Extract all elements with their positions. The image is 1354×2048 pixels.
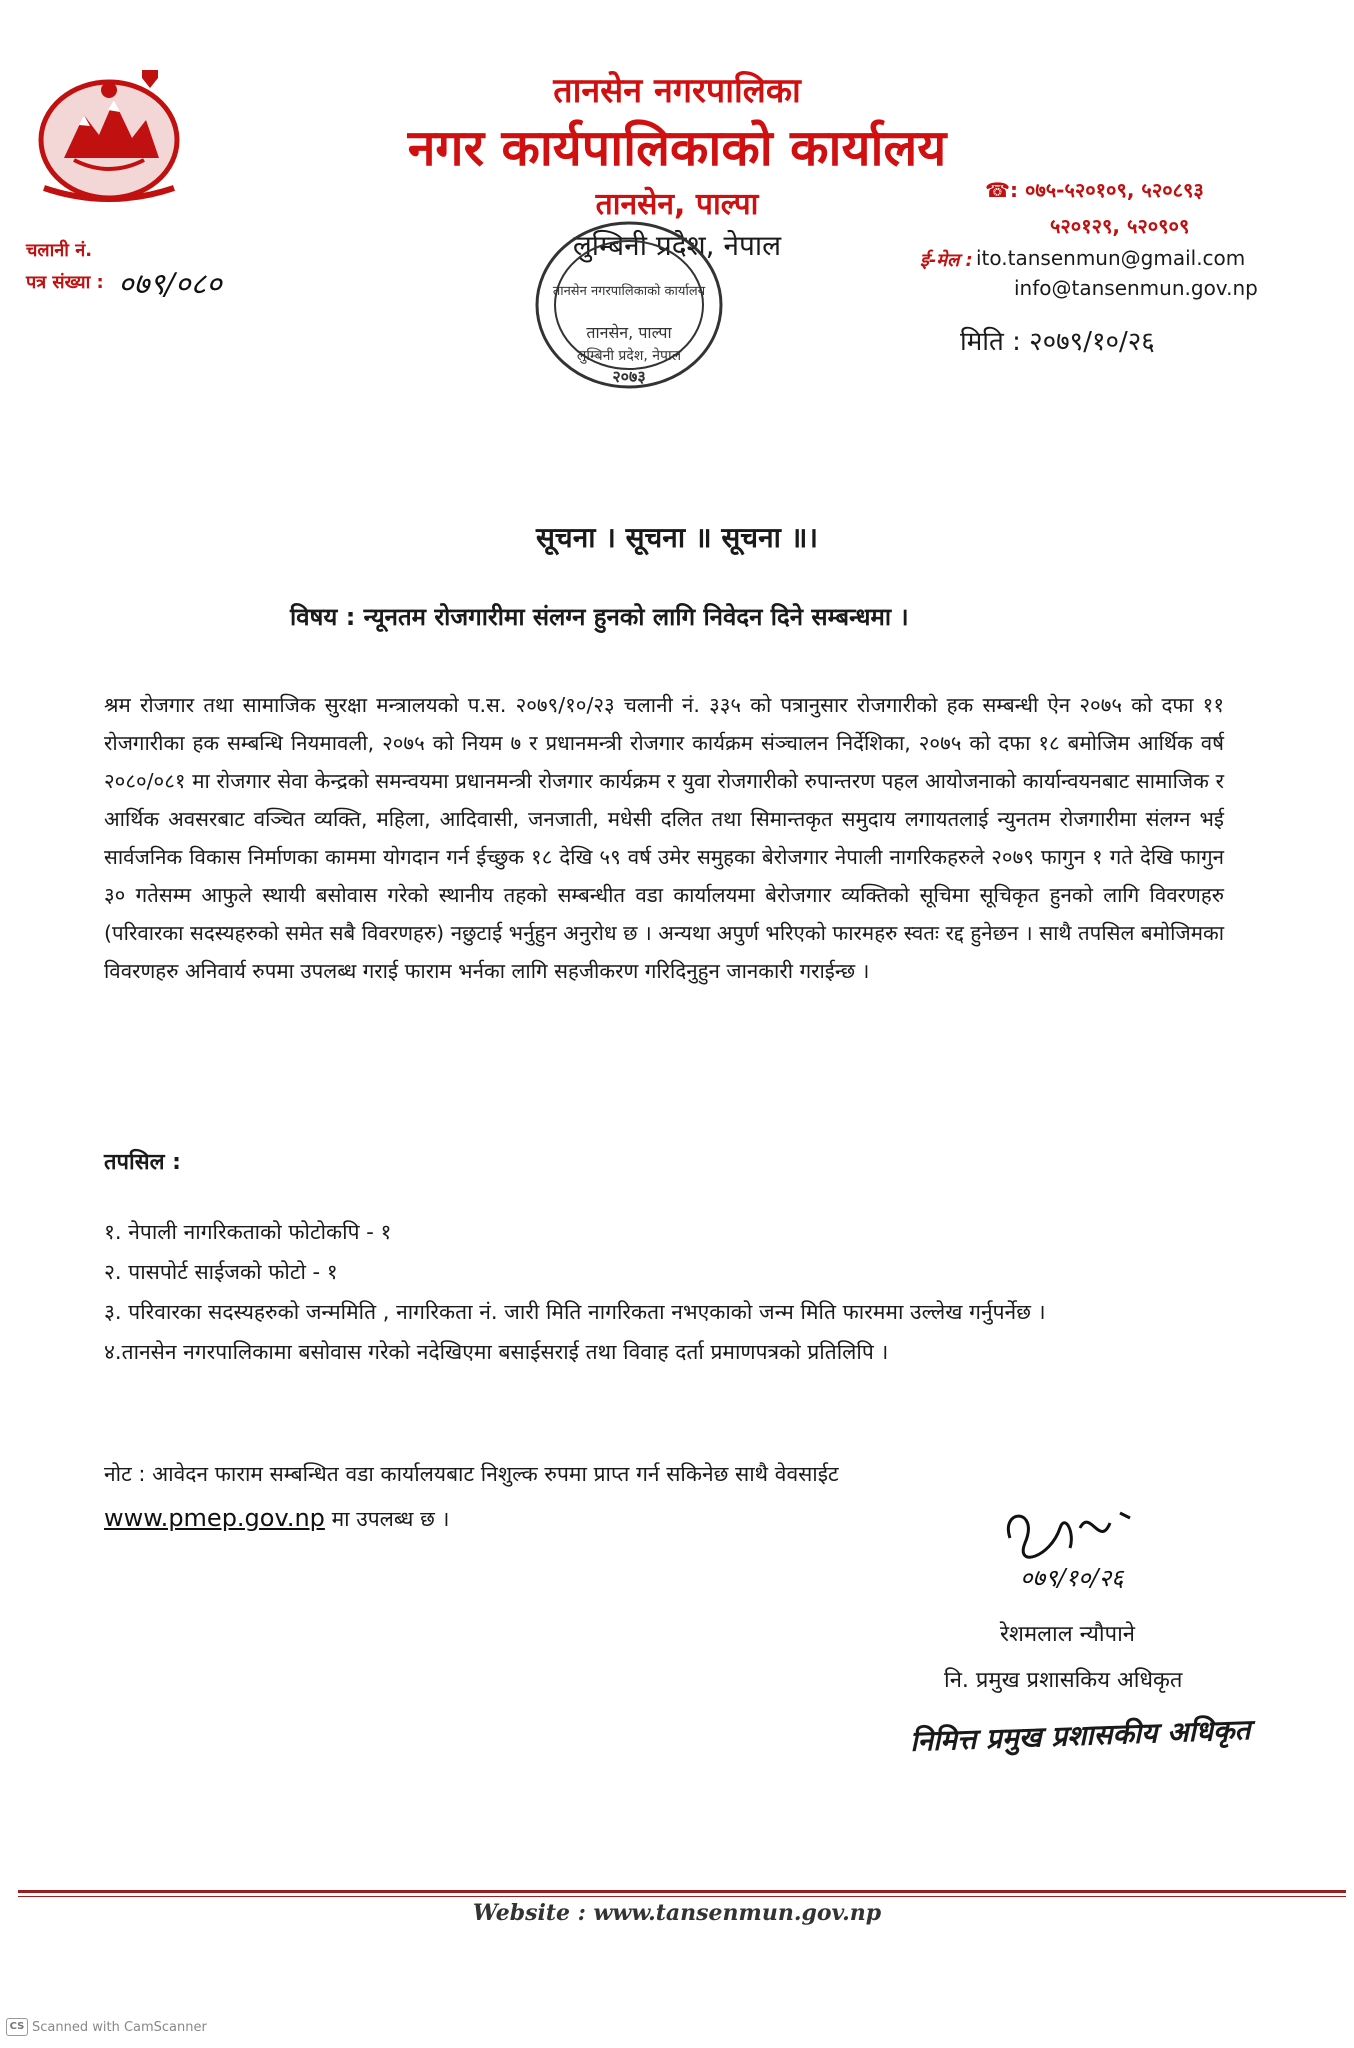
seal-place: तानसेन, पाल्पा: [586, 323, 672, 342]
list-item: ४.तानसेन नगरपालिकामा बसोवास गरेको नदेखिएमा बसाईसराई तथा विवाह दर्ता प्रमाणपत्रको प्रतिलिपि ।: [104, 1340, 889, 1364]
email-label: ई-मेल :: [920, 250, 973, 271]
signer-title: नि. प्रमुख प्रशासकिय अधिकृत: [944, 1668, 1183, 1693]
seal-province: लुम्बिनी प्रदेश, नेपाल: [576, 348, 682, 364]
notice-paragraph: श्रम रोजगार तथा सामाजिक सुरक्षा मन्त्रालयको प.स. २०७९/१०/२३ चलानी नं. ३३५ को पत्रानुसार रोजगारीको हक सम्बन्धी ऐन २०७५ को दफा ११ रोजगारीका हक सम्बन्धि नियमावली, २०७५ को नियम ७ र प्रधानमन्त्री रोजगार कार्यक्रम संञ्चालन निर्देशिका, २०७५ को दफा १८ बमोजिम आर्थिक वर्ष २०८०/०८१ मा रोजगार सेवा केन्द्रको समन्वयमा प्रधानमन्त्री रोजगार कार्यक्रम र युवा रोजगारीको रुपान्तरण पहल आयोजनाको कार्यान्वयनबाट सामाजिक र आर्थिक अवसरबाट वञ्चित व्यक्ति, महिला, आदिवासी, जनजाती, मधेसी दलित तथा सिमान्तकृत समुदाय लगायतलाई न्युनतम रोजगारीमा संलग्न भई सार्वजनिक विकास निर्माणका काममा योगदान गर्न ईच्छुक १८ देखि ५९ वर्ष उमेर समुहका बेरोजगार नेपाली नागरिकहरुले २०७९ फागुन १ गते देखि फागुन ३० गतेसम्म आफुले स्थायी बसोवास गरेको स्थानीय तहको सम्बन्धीत वडा कार्यालयमा बेरोजगार व्यक्तिको सूचिमा सूचिकृत हुनको लागि विवरणहरु (परिवारका सदस्यहरुको समेत सबै विवरणहरु) नछुटाई भर्नुहुन अनुरोध छ । अन्यथा अपुर्ण भरिएको फारमहरु स्वतः रद्द हुनेछन । साथै तपसिल बमोजिमका विवरणहरु अनिवार्य रुपमा उपलब्ध गराई फाराम भर्नका लागि सहजीकरण गरिदिनुहुन जानकारी गराईन्छ ।: [104, 693, 1225, 983]
website-link[interactable]: www.pmep.gov.np: [104, 1504, 325, 1532]
phone-line-2: ५२०१२९, ५२०९०९: [1050, 214, 1190, 238]
seal-text: तानसेन नगरपालिकाको कार्यालय: [552, 284, 706, 299]
signature-date: ०७९/१०/२६: [1020, 1564, 1124, 1592]
list-item: २. पासपोर्ट साईजको फोटो - १: [104, 1260, 338, 1284]
phone-line-1: : ०७५-५२०१०९, ५२०८९३: [1010, 178, 1204, 202]
email-2: info@tansenmun.gov.np: [1014, 276, 1258, 300]
patra-value: ०७९/०८०: [118, 267, 222, 302]
scanner-watermark: [6, 2018, 207, 2036]
letter-date: मिति : २०७९/१०/२६: [960, 327, 1155, 357]
scanner-text: Scanned with CamScanner: [32, 2019, 207, 2035]
note-suffix: मा उपलब्ध छ ।: [324, 1507, 450, 1531]
handwritten-signature: [980, 1498, 1200, 1598]
phone-icon: ☎: [985, 178, 1010, 202]
note-text: नोट : आवेदन फाराम सम्बन्धित वडा कार्यालयबाट निशुल्क रुपमा प्राप्त गर्न सकिनेछ साथै वेवसाईट: [104, 1462, 839, 1486]
signer-name: रेशमलाल न्यौपाने: [1000, 1622, 1135, 1647]
tapasil-label: तपसिल :: [104, 1150, 181, 1175]
office-place: तानसेन, पाल्पा: [595, 187, 759, 222]
notice-title: सूचना । सूचना ॥ सूचना ॥।: [535, 521, 818, 554]
list-item: १. नेपाली नागरिकताको फोटोकपि - १: [104, 1220, 392, 1244]
requirements-list: [104, 1212, 1228, 1372]
designation-stamp: निमित्त प्रमुख प्रशासकीय अधिकृत: [909, 1713, 1251, 1758]
patra-label: पत्र संख्या :: [26, 272, 104, 293]
footer-divider: [18, 1890, 1346, 1893]
office-province: लुम्बिनी प्रदेश, नेपाल: [572, 229, 782, 262]
seal-year: २०७३: [612, 367, 646, 386]
footer-divider-thin: [18, 1896, 1346, 1897]
notice-subject: विषय : न्यूनतम रोजगारीमा संलग्न हुनको लागि निवेदन दिने सम्बन्धमा ।: [290, 603, 909, 631]
list-item: ३. परिवारका सदस्यहरुको जन्ममिति , नागरिकता नं. जारी मिति नागरिकता नभएकाको जन्म मिति फारममा उल्लेख गर्नुपर्नेछ ।: [104, 1300, 1046, 1324]
chalani-label: चलानी नं.: [26, 240, 93, 261]
office-seal: [524, 210, 734, 410]
office-name: नगर कार्यपालिकाको कार्यालय: [407, 119, 947, 177]
camscanner-logo-icon: CS: [6, 2018, 28, 2036]
municipality-name: तानसेन नगरपालिका: [553, 71, 801, 111]
email-1: ito.tansenmun@gmail.com: [976, 246, 1246, 270]
footer-website: Website : www.tansenmun.gov.np: [472, 1900, 882, 1926]
